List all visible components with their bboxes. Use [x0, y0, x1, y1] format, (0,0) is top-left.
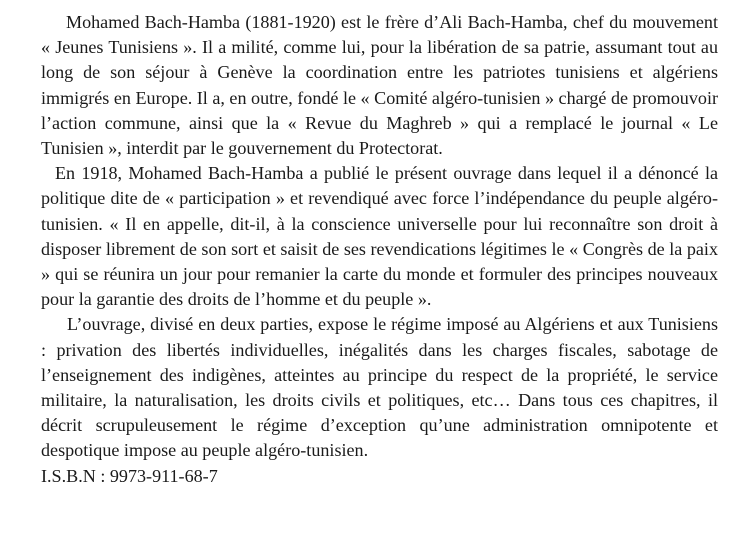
paragraph-biography: Mohamed Bach-Hamba (1881-1920) est le frère d’Ali Bach-Hamba, chef du mouvement « Jeunes Tunisiens ». Il a milité, comme lui, pour la libération de sa patrie, assumant tout au long de son séjour à Genève la coordination entre les patriotes tunisiens et algériens immigrés en Europe. Il a, en outre, fondé le « Comité algéro-tunisien » chargé de promouvoir l’action commune, ainsi que la « Revue du Maghreb » qui a remplacé le journal « Le Tunisien », interdit par le gouvernement du Protectorat.	[41, 12, 718, 159]
paragraph-publication: En 1918, Mohamed Bach-Hamba a publié le présent ouvrage dans lequel il a dénoncé la politique dite de « participation » et revendiqué avec force l’indépendance du peuple algéro-tunisien. « Il en appelle, dit-il, à la conscience universelle pour lui reconnaître son droit à disposer librement de son sort et saisit de ses revendications légitimes le « Congrès de la paix » qui se réunira un jour pour remanier la carte du monde et formuler des principes nouveaux pour la garantie des droits de l’homme et du peuple ».	[41, 163, 718, 310]
paragraph-contents: L’ouvrage, divisé en deux parties, expose le régime imposé au Algériens et aux Tunisiens : privation des libertés individuelles, inégalités dans les charges fiscales, sabotage de l’enseignement des indigènes, atteintes au principe du respect de la propriété, le service militaire, la naturalisation, les droits civils et politiques, etc… Dans tous ces chapitres, il décrit scrupuleusement le régime d’exception qu’une administration omnipotente et despotique impose au peuple algéro-tunisien.	[41, 314, 718, 461]
isbn-line: I.S.B.N : 9973-911-68-7	[41, 465, 218, 486]
back-cover-text	[41, 10, 718, 489]
